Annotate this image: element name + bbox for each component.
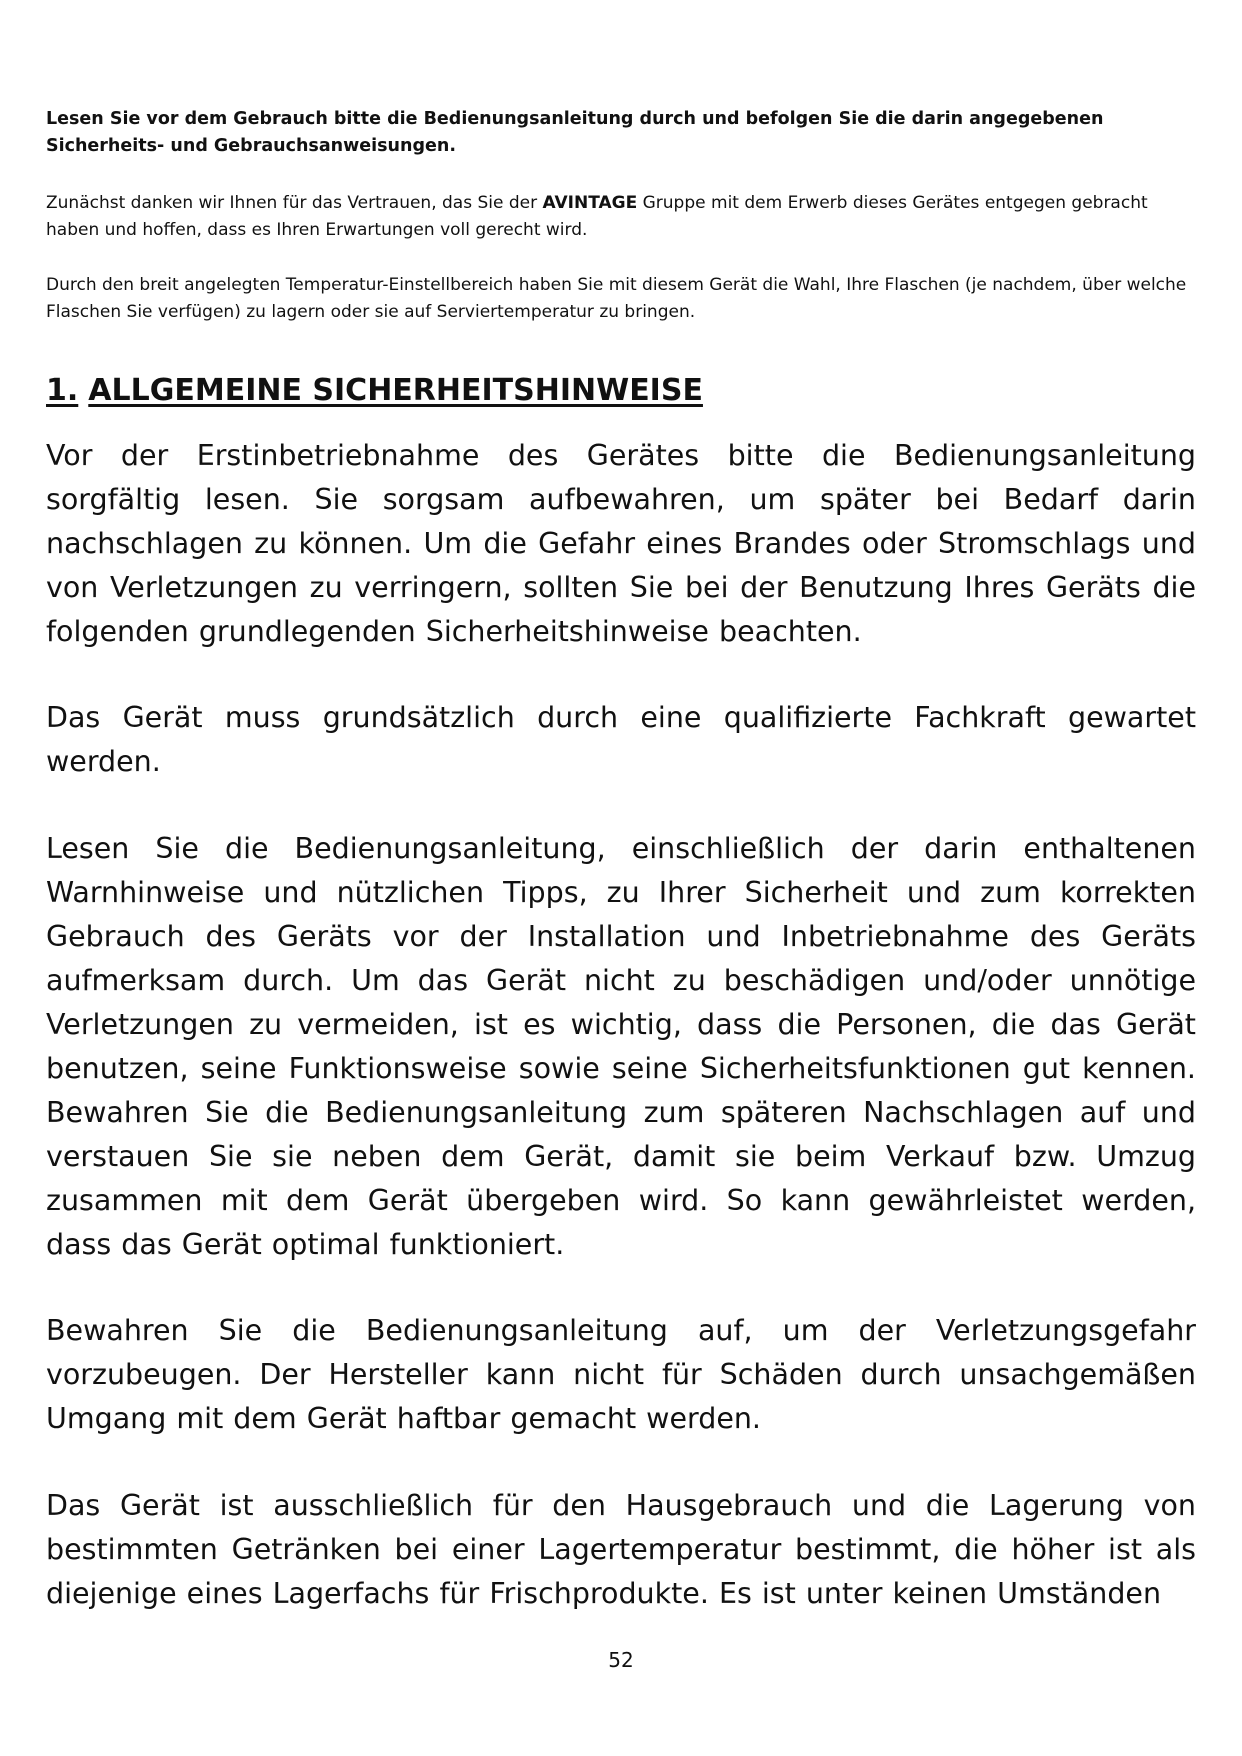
page-number: 52 xyxy=(608,1648,634,1672)
section-title: ALLGEMEINE SICHERHEITSHINWEISE xyxy=(88,373,703,408)
intro-thanks xyxy=(46,190,1196,244)
safety-paragraph: Das Gerät muss grundsätzlich durch eine qualifizierte Fachkraft gewartet werden. xyxy=(46,701,1196,778)
thanks-text-start: Zunächst danken wir Ihnen für das Vertrauen, das Sie der xyxy=(46,193,543,213)
section-number: 1. xyxy=(46,373,79,408)
intro-notice: Lesen Sie vor dem Gebrauch bitte die Bedienungsanleitung durch und befolgen Sie die darin angegebenen Sicherheits- und Gebrauchsanweisungen. xyxy=(46,109,1104,156)
section-heading xyxy=(46,372,1196,410)
thanks-text-end: Gruppe mit dem Erwerb dieses Gerätes entgegen gebracht haben und hoffen, dass es Ihren Erwartungen voll gerecht wird. xyxy=(46,193,1148,240)
safety-paragraph: Das Gerät ist ausschließlich für den Hausgebrauch und die Lagerung von bestimmten Getränken bei einer Lagertemperatur bestimmt, die höher ist als diejenige eines Lagerfachs für Frischprodukte. Es ist unter keinen Umständen xyxy=(46,1489,1196,1610)
safety-paragraph: Lesen Sie die Bedienungsanleitung, einschließlich der darin enthaltenen Warnhinweise und nützlichen Tipps, zu Ihrer Sicherheit und zum korrekten Gebrauch des Geräts vor der Installation und Inbetriebnahme des Geräts aufmerksam durch. Um das Gerät nicht zu beschädigen und/oder unnötige Verletzungen zu vermeiden, ist es wichtig, dass die Personen, die das Gerät benutzen, seine Funktionsweise sowie seine Sicherheitsfunktionen gut kennen. Bewahren Sie die Bedienungsanleitung zum späteren Nachschlagen auf und verstauen Sie sie neben dem Gerät, damit sie beim Verkauf bzw. Umzug zusammen mit dem Gerät übergeben wird. So kann gewährleistet werden, dass das Gerät optimal funktioniert. xyxy=(46,832,1196,1261)
safety-paragraph: Bewahren Sie die Bedienungsanleitung auf, um der Verletzungsgefahr vorzubeugen. Der Hersteller kann nicht für Schäden durch unsachgemäßen Umgang mit dem Gerät haftbar gemacht werden. xyxy=(46,1314,1196,1435)
safety-paragraph: Vor der Erstinbetriebnahme des Gerätes bitte die Bedienungsanleitung sorgfältig lesen. Sie sorgsam aufbewahren, um später bei Bedarf darin nachschlagen zu können. Um die Gefahr eines Brandes oder Stromschlags und von Verletzungen zu verringern, sollten Sie bei der Benutzung Ihres Geräts die folgenden grundlegenden Sicherheitshinweise beachten. xyxy=(46,439,1196,648)
intro-temperature-range: Durch den breit angelegten Temperatur-Einstellbereich haben Sie mit diesem Gerät die Wahl, Ihre Flaschen (je nachdem, über welche Flaschen Sie verfügen) zu lagern oder sie auf Serviertemperatur zu bringen. xyxy=(46,275,1187,322)
brand-name: AVINTAGE xyxy=(542,193,638,213)
